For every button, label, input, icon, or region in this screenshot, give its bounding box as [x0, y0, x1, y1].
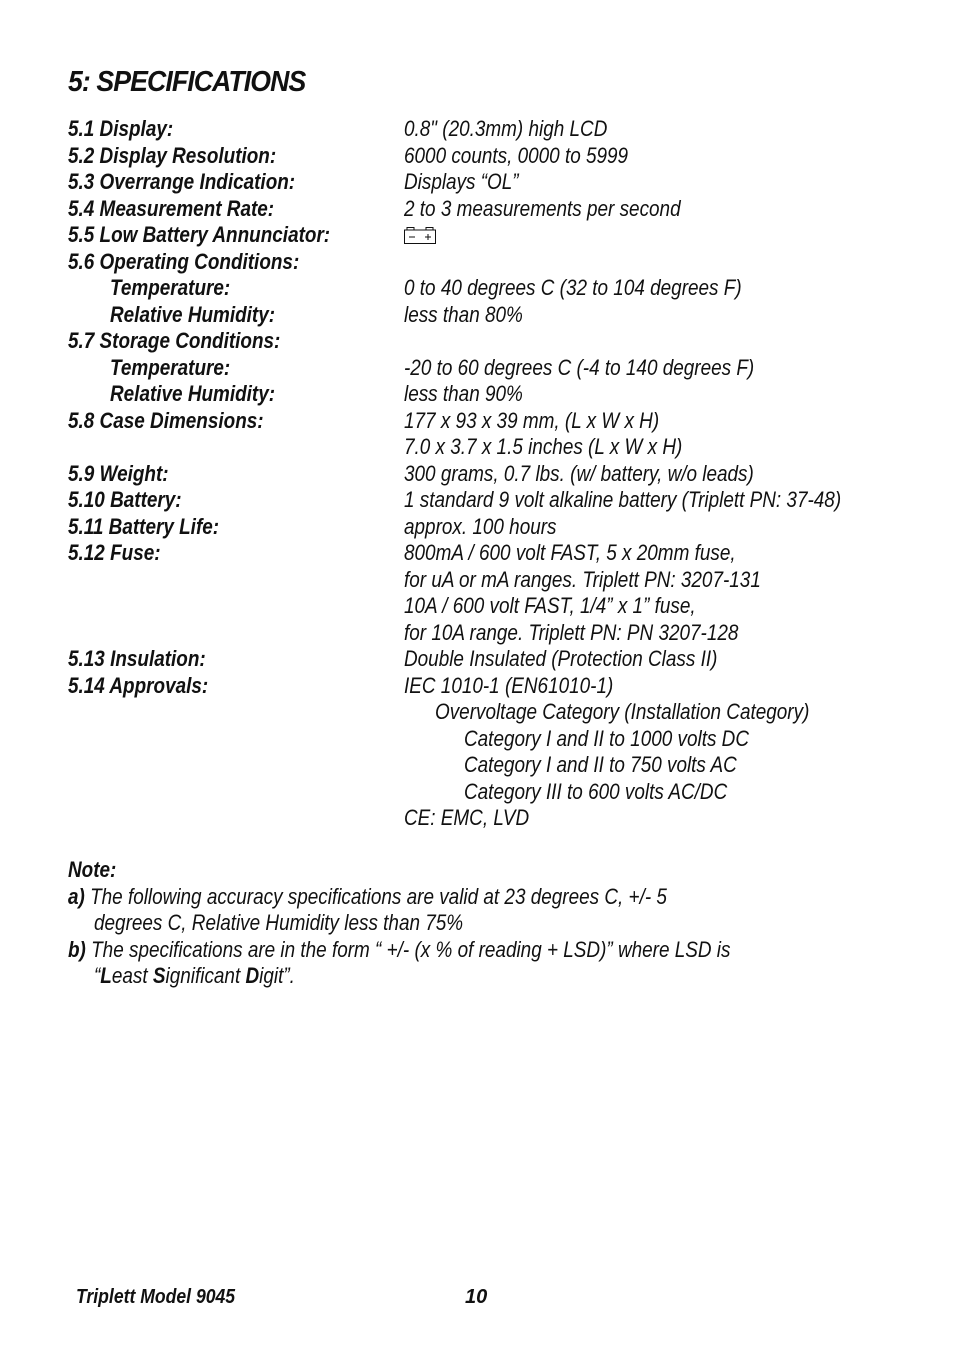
spec-row-continuation	[68, 752, 948, 779]
spec-value: Category III to 600 volts AC/DC	[464, 778, 728, 804]
spec-row-continuation	[68, 620, 948, 647]
spec-label: 5.4 Measurement Rate:	[68, 195, 275, 221]
spec-value: 300 grams, 0.7 lbs. (w/ battery, w/o leads)	[404, 460, 754, 486]
note-b-text-continued: “Least Significant Digit”.	[94, 963, 295, 988]
spec-sublabel: Relative Humidity:	[110, 381, 276, 406]
spec-label: 5.10 Battery:	[68, 487, 182, 512]
page-title: 5: SPECIFICATIONS	[68, 66, 306, 98]
spec-value: for uA or mA ranges. Triplett PN: 3207-131	[404, 566, 761, 592]
note-b-marker: b)	[68, 936, 86, 962]
spec-sublabel: Temperature:	[110, 354, 231, 380]
spec-row-operating-conditions	[68, 249, 948, 276]
spec-row-display-resolution	[68, 143, 948, 170]
note-section	[68, 857, 948, 990]
note-a-marker: a)	[68, 883, 85, 909]
note-a-text-continued: degrees C, Relative Humidity less than 75%	[94, 910, 464, 935]
spec-label: 5.2 Display Resolution:	[68, 142, 277, 168]
spec-value: approx. 100 hours	[404, 513, 557, 539]
spec-row-storage-temperature	[68, 355, 948, 382]
spec-label: 5.14 Approvals:	[68, 672, 209, 698]
spec-value: Double Insulated (Protection Class II)	[404, 646, 718, 671]
spec-label: 5.3 Overrange Indication:	[68, 169, 296, 194]
note-a-line	[68, 884, 948, 911]
spec-value: 1 standard 9 volt alkaline battery (Triplett PN: 37-48)	[404, 487, 842, 512]
spec-value: Displays “OL”	[404, 169, 519, 194]
spec-row-continuation	[68, 593, 948, 620]
note-heading-line	[68, 857, 948, 884]
spec-row-continuation	[68, 726, 948, 753]
spec-row-operating-humidity	[68, 302, 948, 329]
note-b-text: The specifications are in the form “ +/- (x % of reading + LSD)” where LSD is	[91, 936, 731, 962]
spec-label: 5.6 Operating Conditions:	[68, 248, 300, 274]
note-b-line	[68, 937, 948, 964]
spec-row-fuse	[68, 540, 948, 567]
spec-value: Overvoltage Category (Installation Category)	[435, 699, 810, 724]
spec-sublabel: Temperature:	[110, 275, 231, 300]
spec-row-storage-humidity	[68, 381, 948, 408]
spec-value: 6000 counts, 0000 to 5999	[404, 142, 629, 168]
spec-value: 0 to 40 degrees C (32 to 104 degrees F)	[404, 275, 742, 300]
spec-value: Category I and II to 1000 volts DC	[464, 725, 750, 751]
spec-value: 10A / 600 volt FAST, 1/4” x 1” fuse,	[404, 593, 696, 618]
spec-label: 5.8 Case Dimensions:	[68, 407, 264, 433]
battery-icon	[404, 227, 436, 244]
spec-value: less than 90%	[404, 381, 523, 406]
spec-value: for 10A range. Triplett PN: PN 3207-128	[404, 619, 739, 645]
spec-row-insulation	[68, 646, 948, 673]
spec-row-weight	[68, 461, 948, 488]
spec-value: Category I and II to 750 volts AC	[464, 752, 737, 777]
spec-label: 5.1 Display:	[68, 116, 174, 141]
spec-value: less than 80%	[404, 301, 523, 327]
note-heading: Note:	[68, 857, 117, 882]
spec-value: 800mA / 600 volt FAST, 5 x 20mm fuse,	[404, 540, 736, 565]
page-number: 10	[465, 1286, 488, 1308]
spec-row-measurement-rate	[68, 196, 948, 223]
specifications-list	[68, 116, 948, 832]
spec-label: 5.5 Low Battery Annunciator:	[68, 222, 331, 247]
spec-row-low-battery	[68, 222, 948, 249]
spec-value: 7.0 x 3.7 x 1.5 inches (L x W x H)	[404, 434, 683, 459]
footer-model: Triplett Model 9045	[76, 1286, 236, 1308]
spec-row-operating-temperature	[68, 275, 948, 302]
spec-value: 2 to 3 measurements per second	[404, 195, 681, 221]
spec-row-display	[68, 116, 948, 143]
spec-row-battery-life	[68, 514, 948, 541]
spec-label: 5.12 Fuse:	[68, 540, 161, 565]
spec-sublabel: Relative Humidity:	[110, 301, 276, 327]
note-a-text: The following accuracy specifications are valid at 23 degrees C, +/- 5	[90, 883, 667, 909]
spec-row-continuation	[68, 434, 948, 461]
spec-label: 5.11 Battery Life:	[68, 513, 220, 539]
spec-value: 177 x 93 x 39 mm, (L x W x H)	[404, 407, 660, 433]
spec-value: -20 to 60 degrees C (-4 to 140 degrees F)	[404, 354, 755, 380]
spec-row-case-dimensions	[68, 408, 948, 435]
spec-label: 5.7 Storage Conditions:	[68, 328, 281, 353]
spec-row-continuation	[68, 567, 948, 594]
spec-value: CE: EMC, LVD	[404, 805, 530, 830]
spec-row-continuation	[68, 779, 948, 806]
spec-label: 5.13 Insulation:	[68, 646, 206, 671]
spec-row-battery	[68, 487, 948, 514]
spec-label: 5.9 Weight:	[68, 460, 169, 486]
spec-value: IEC 1010-1 (EN61010-1)	[404, 672, 614, 698]
spec-row-approvals	[68, 673, 948, 700]
spec-row-continuation	[68, 805, 948, 832]
spec-row-storage-conditions	[68, 328, 948, 355]
note-a-continuation	[68, 910, 948, 937]
spec-value: 0.8" (20.3mm) high LCD	[404, 116, 608, 141]
note-b-continuation	[68, 963, 948, 990]
spec-row-overrange	[68, 169, 948, 196]
spec-row-continuation	[68, 699, 948, 726]
